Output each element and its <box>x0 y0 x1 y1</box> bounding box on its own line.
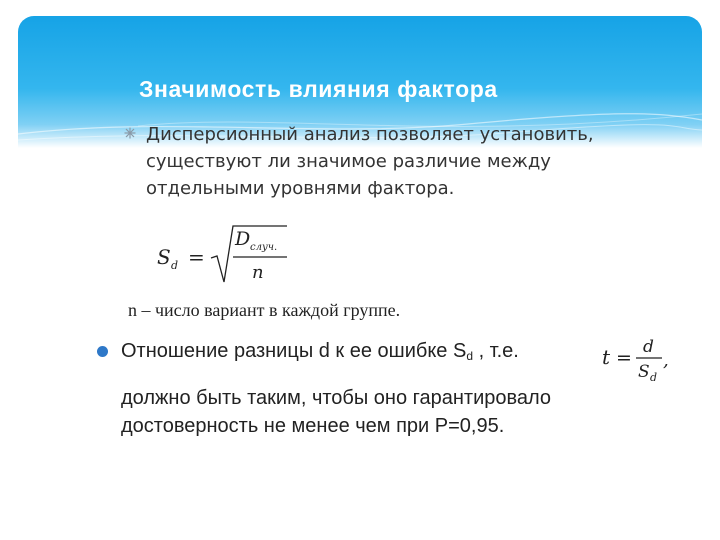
formula-lhs: S <box>157 245 171 269</box>
bullet2-continuation: должно быть таким, чтобы оно гарантировало достоверность не менее чем при P=0,95. <box>121 387 552 437</box>
t-numerator: d <box>643 337 654 357</box>
slide-title: Значимость влияния фактора <box>139 76 498 102</box>
formula-numerator-sub: случ. <box>250 242 278 253</box>
t-comma: , <box>663 350 669 371</box>
snowflake-icon <box>124 127 136 139</box>
standard-error-formula <box>155 220 295 290</box>
formula-equals: = <box>188 245 205 269</box>
t-denominator: S <box>638 362 650 382</box>
t-lhs: t <box>602 345 611 369</box>
t-statistic-formula <box>600 334 670 384</box>
t-equals: = <box>616 347 632 369</box>
bullet2-after: , т.е. <box>473 340 519 362</box>
formula-lhs-sub: d <box>171 259 179 272</box>
bullet2-sub: d <box>466 349 474 363</box>
bullet2-first-line <box>121 340 519 363</box>
formula-numerator: D <box>235 228 251 250</box>
note-n-definition: n – число вариант в каждой группе. <box>128 300 401 320</box>
bullet2-text: Отношение разницы d к ее ошибке S <box>121 340 467 362</box>
t-denominator-sub: d <box>650 371 658 384</box>
bullet-dot-icon <box>97 346 108 357</box>
formula-denominator: n <box>252 262 264 283</box>
bullet-text-anova: Дисперсионный анализ позволяет установить, существуют ли значимое различие между отдельными уровнями фактора. <box>146 124 594 199</box>
